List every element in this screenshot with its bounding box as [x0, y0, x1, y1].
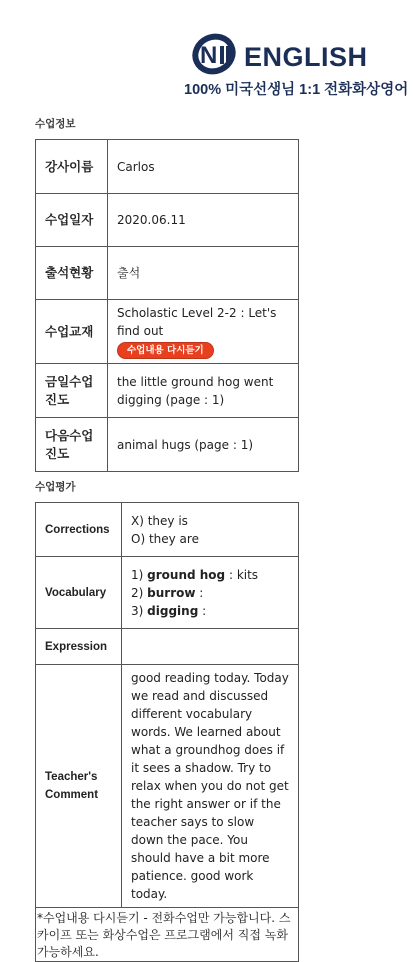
correction-right: O) they are [131, 531, 199, 546]
table-row [36, 364, 299, 418]
brand-tagline: 100% 미국선생님 1:1 전화화상영어 [184, 82, 409, 98]
class-info-title: 수업정보 [35, 118, 76, 130]
table-row [36, 418, 299, 472]
vocab-word: ground hog [147, 567, 226, 582]
class-info-table [35, 139, 299, 472]
replay-lesson-button[interactable]: 수업내용 다시듣기 [117, 342, 214, 359]
table-row [36, 140, 299, 194]
correction-wrong: X) they is [131, 513, 188, 528]
brand-logo [192, 30, 382, 80]
textbook-label: 수업교재 [36, 300, 108, 364]
date-label: 수업일자 [36, 194, 108, 247]
vocab-word: burrow [147, 585, 196, 600]
textbook-cell [108, 300, 299, 364]
today-progress-label: 금일수업진도 [36, 364, 108, 418]
table-row [36, 503, 299, 557]
evaluation-title: 수업평가 [35, 481, 76, 493]
attendance-label: 출석현황 [36, 247, 108, 300]
corrections-value [122, 503, 299, 557]
vocabulary-label: Vocabulary [36, 557, 122, 629]
corrections-label: Corrections [36, 503, 122, 557]
instructor-value: Carlos [108, 140, 299, 194]
attendance-value: 출석 [108, 247, 299, 300]
table-row [36, 665, 299, 908]
instructor-label: 강사이름 [36, 140, 108, 194]
nil-logo-icon [192, 30, 238, 76]
next-progress-label: 다음수업진도 [36, 418, 108, 472]
vocab-item: 3) digging : [131, 603, 207, 618]
teacher-comment-label: Teacher's Comment [36, 665, 122, 908]
expression-value [122, 629, 299, 665]
vocabulary-value [122, 557, 299, 629]
table-row [36, 247, 299, 300]
vocab-word: digging [147, 603, 199, 618]
next-progress-value: animal hugs (page : 1) [108, 418, 299, 472]
table-row [36, 194, 299, 247]
table-row [36, 557, 299, 629]
textbook-value: Scholastic Level 2-2 : Let's find out [117, 306, 277, 338]
brand-name: ENGLISH [244, 42, 368, 72]
evaluation-table [35, 502, 299, 962]
expression-label: Expression [36, 629, 122, 665]
date-value: 2020.06.11 [108, 194, 299, 247]
header [0, 0, 413, 108]
vocab-item: 2) burrow : [131, 585, 204, 600]
table-row [36, 629, 299, 665]
vocab-item: 1) ground hog : kits [131, 567, 259, 582]
today-progress-value: the little ground hog went digging (page : 1) [108, 364, 299, 418]
table-row [36, 908, 299, 962]
teacher-comment-value: good reading today. Today we read and discussed different vocabulary words. We learned about what a groundhog does if it sees a shadow. Try to relax when you do not get the right answer or if the teacher says to slow down the pace. You should have a bit more patience. good work today. [122, 665, 299, 908]
replay-note: *수업내용 다시듣기 - 전화수업만 가능합니다. 스카이프 또는 화상수업은 프로그램에서 직접 녹화 가능하세요. [36, 908, 299, 962]
svg-text:N: N [200, 42, 218, 69]
table-row [36, 300, 299, 364]
